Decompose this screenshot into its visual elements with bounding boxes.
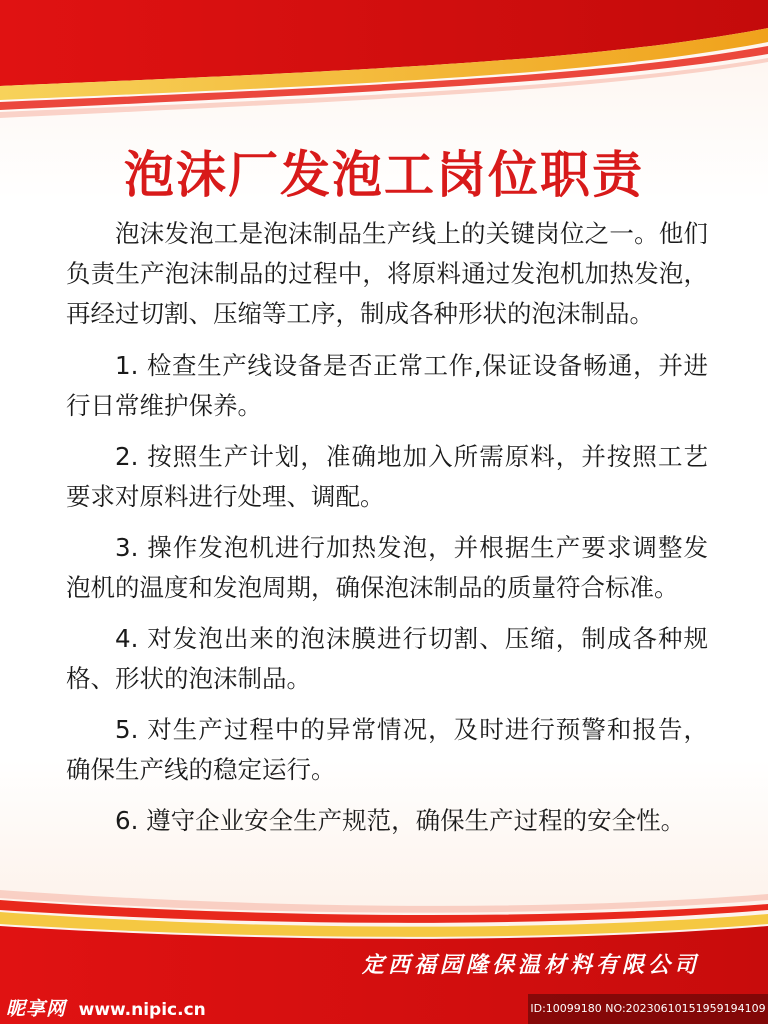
watermark-logo bbox=[0, 994, 240, 1024]
duty-item-3: 3. 操作发泡机进行加热发泡，并根据生产要求调整发泡机的温度和发泡周期，确保泡沫制品的质量符合标准。 bbox=[66, 533, 708, 602]
top-banner-decoration bbox=[0, 0, 768, 130]
duty-item-6: 6. 遵守企业安全生产规范，确保生产过程的安全性。 bbox=[115, 806, 686, 835]
poster-title: 泡沫厂发泡工岗位职责 bbox=[124, 146, 644, 204]
duty-item-4: 4. 对发泡出来的泡沫膜进行切割、压缩，制成各种规格、形状的泡沫制品。 bbox=[66, 624, 708, 693]
duty-item-5: 5. 对生产过程中的异常情况，及时进行预警和报告，确保生产线的稳定运行。 bbox=[66, 715, 708, 784]
duties-content bbox=[66, 214, 708, 852]
intro-paragraph: 泡沫发泡工是泡沫制品生产线上的关键岗位之一。他们负责生产泡沫制品的过程中，将原料通过发泡机加热发泡，再经过切割、压缩等工序，制成各种形状的泡沫制品。 bbox=[66, 219, 708, 328]
company-name: 定西福园隆保温材料有限公司 bbox=[361, 953, 700, 978]
watermark-brand: 昵享网 bbox=[6, 998, 67, 1020]
watermark-id: ID:10099180 NO:20230610151959194109 bbox=[528, 994, 768, 1024]
duty-item-1: 1. 检查生产线设备是否正常工作,保证设备畅通，并进行日常维护保养。 bbox=[66, 351, 708, 420]
duty-item-2: 2. 按照生产计划，准确地加入所需原料，并按照工艺要求对原料进行处理、调配。 bbox=[66, 442, 708, 511]
watermark-url: www.nipic.cn bbox=[78, 1000, 206, 1020]
